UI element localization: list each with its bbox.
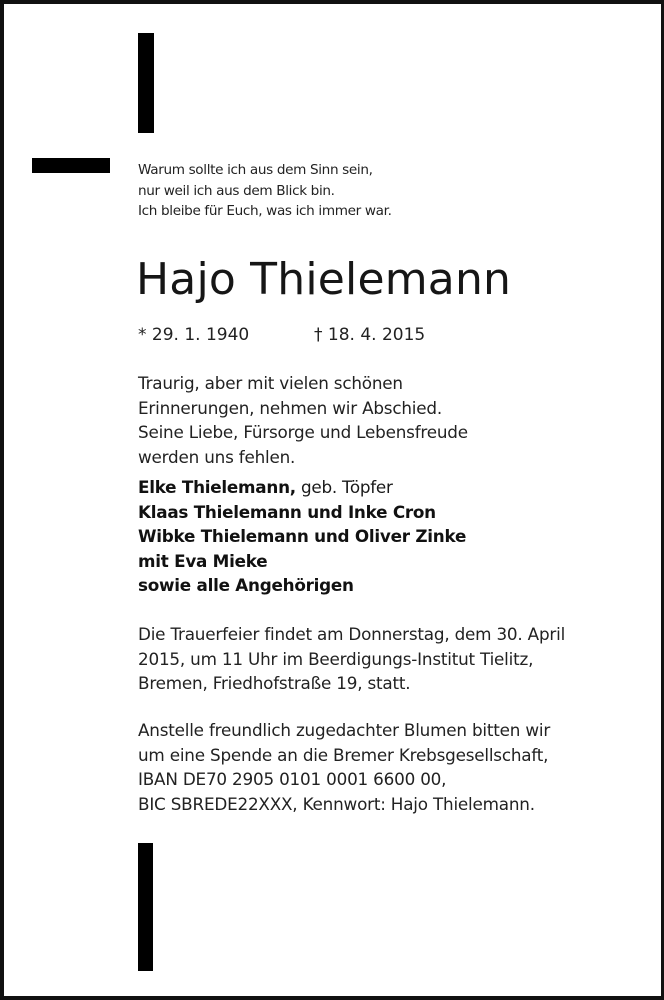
mourner-line: mit Eva Mieke xyxy=(138,550,268,571)
decorative-bar-bottom-vertical xyxy=(138,843,153,971)
mourner-maiden-name: geb. Töpfer xyxy=(295,477,393,497)
mourner-line: sowie alle Angehörigen xyxy=(138,575,354,596)
message-line: werden uns fehlen. xyxy=(138,446,296,467)
mourner-line: Wibke Thielemann und Oliver Zinke xyxy=(138,526,467,547)
donation-line: Anstelle freundlich zugedachter Blumen bitten wir xyxy=(138,720,551,740)
birth-date: * 29. 1. 1940 xyxy=(138,325,250,345)
decorative-bar-horizontal xyxy=(32,158,110,173)
message-line: Seine Liebe, Fürsorge und Lebensfreude xyxy=(138,422,468,443)
mourners-list xyxy=(138,475,466,598)
donation-iban: IBAN DE70 2905 0101 0001 6600 00, xyxy=(138,769,447,790)
quote-line: Warum sollte ich aus dem Sinn sein, xyxy=(138,162,373,178)
message-line: Traurig, aber mit vielen schönen xyxy=(138,373,403,393)
message-line: Erinnerungen, nehmen wir Abschied. xyxy=(138,397,442,418)
death-date: † 18. 4. 2015 xyxy=(314,325,426,345)
donation-info xyxy=(138,718,550,816)
quote-line: nur weil ich aus dem Blick bin. xyxy=(138,182,335,199)
ceremony-line: 2015, um 11 Uhr im Beerdigungs-Institut Tielitz, xyxy=(138,648,534,669)
decorative-bar-top-vertical xyxy=(138,33,154,133)
mourner-name: Elke Thielemann, xyxy=(138,477,296,497)
farewell-message xyxy=(138,371,468,469)
mourner-line xyxy=(138,475,466,500)
donation-bic: BIC SBREDE22XXX, Kennwort: Hajo Thielemann. xyxy=(138,793,535,814)
ceremony-line: Bremen, Friedhofstraße 19, statt. xyxy=(138,673,411,694)
memorial-quote xyxy=(138,160,392,222)
quote-line: Ich bleibe für Euch, was ich immer war. xyxy=(138,203,392,219)
deceased-name: Hajo Thielemann xyxy=(136,254,512,305)
mourner-line: Klaas Thielemann und Inke Cron xyxy=(138,501,436,522)
ceremony-line: Die Trauerfeier findet am Donnerstag, dem 30. April xyxy=(138,624,566,644)
obituary-page xyxy=(4,4,661,996)
donation-line: um eine Spende an die Bremer Krebsgesellschaft, xyxy=(138,744,549,765)
ceremony-info xyxy=(138,622,565,696)
life-dates xyxy=(138,323,426,347)
